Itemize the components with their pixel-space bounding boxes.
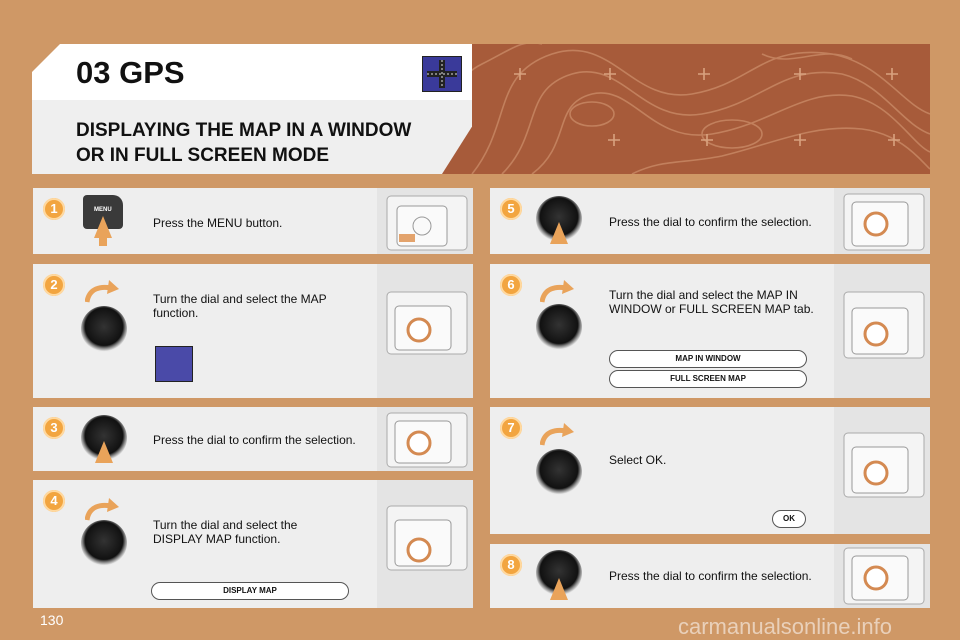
step-number: 8 [500,554,522,576]
step-number: 2 [43,274,65,296]
gps-chapter-icon [422,56,462,92]
press-arrow-icon [94,216,112,238]
page-number: 130 [40,612,64,628]
step-7 [490,407,930,534]
step-6 [490,264,930,398]
chapter-title: 03 GPS [76,55,185,90]
control-panel-illustration [377,264,473,398]
step-text: Press the dial to confirm the selection. [609,215,812,229]
step-3 [33,407,473,471]
display-map-option[interactable]: DISPLAY MAP [151,582,349,600]
control-panel-illustration [834,544,930,608]
dial-icon [81,520,127,566]
step-number: 6 [500,274,522,296]
step-text: Press the MENU button. [153,216,283,230]
step-text: Select OK. [609,453,667,467]
control-panel-illustration [377,407,473,471]
menu-button-label: MENU [94,207,112,213]
turn-arrow-icon [85,496,121,522]
map-function-icon [155,346,193,382]
section-title-line2: OR IN FULL SCREEN MODE [76,145,329,166]
turn-arrow-icon [540,421,576,447]
section-title-line1: DISPLAYING THE MAP IN A WINDOW [76,120,412,141]
dial-icon [81,306,127,352]
turn-arrow-icon [540,278,576,304]
map-in-window-option[interactable]: MAP IN WINDOW [609,350,807,368]
control-panel-illustration [377,480,473,608]
control-panel-illustration [834,407,930,534]
press-arrow-icon [95,441,113,463]
step-text: Press the dial to confirm the selection. [153,433,356,447]
step-4 [33,480,473,608]
dial-icon [536,304,582,350]
step-text: Turn the dial and select the MAP IN WINDOW or FULL SCREEN MAP tab. [609,288,814,316]
step-8 [490,544,930,608]
press-arrow-icon [550,578,568,600]
step-number: 7 [500,417,522,439]
topographic-banner [432,44,930,174]
step-number: 1 [43,198,65,220]
step-1 [33,188,473,254]
step-text: Turn the dial and select the DISPLAY MAP function. [153,518,298,546]
dial-icon [536,449,582,495]
step-5 [490,188,930,254]
control-panel-illustration [834,264,930,398]
control-panel-illustration [834,188,930,254]
step-text: Turn the dial and select the MAP function. [153,292,327,320]
press-arrow-icon [550,222,568,244]
step-number: 5 [500,198,522,220]
ok-option[interactable]: OK [772,510,806,528]
section-title [76,118,456,168]
press-arrow-stem [99,236,107,246]
step-number: 4 [43,490,65,512]
step-2 [33,264,473,398]
full-screen-map-option[interactable]: FULL SCREEN MAP [609,370,807,388]
control-panel-illustration [377,188,473,254]
turn-arrow-icon [85,278,121,304]
step-number: 3 [43,417,65,439]
watermark: carmanualsonline.info [678,614,893,639]
step-text: Press the dial to confirm the selection. [609,569,812,583]
